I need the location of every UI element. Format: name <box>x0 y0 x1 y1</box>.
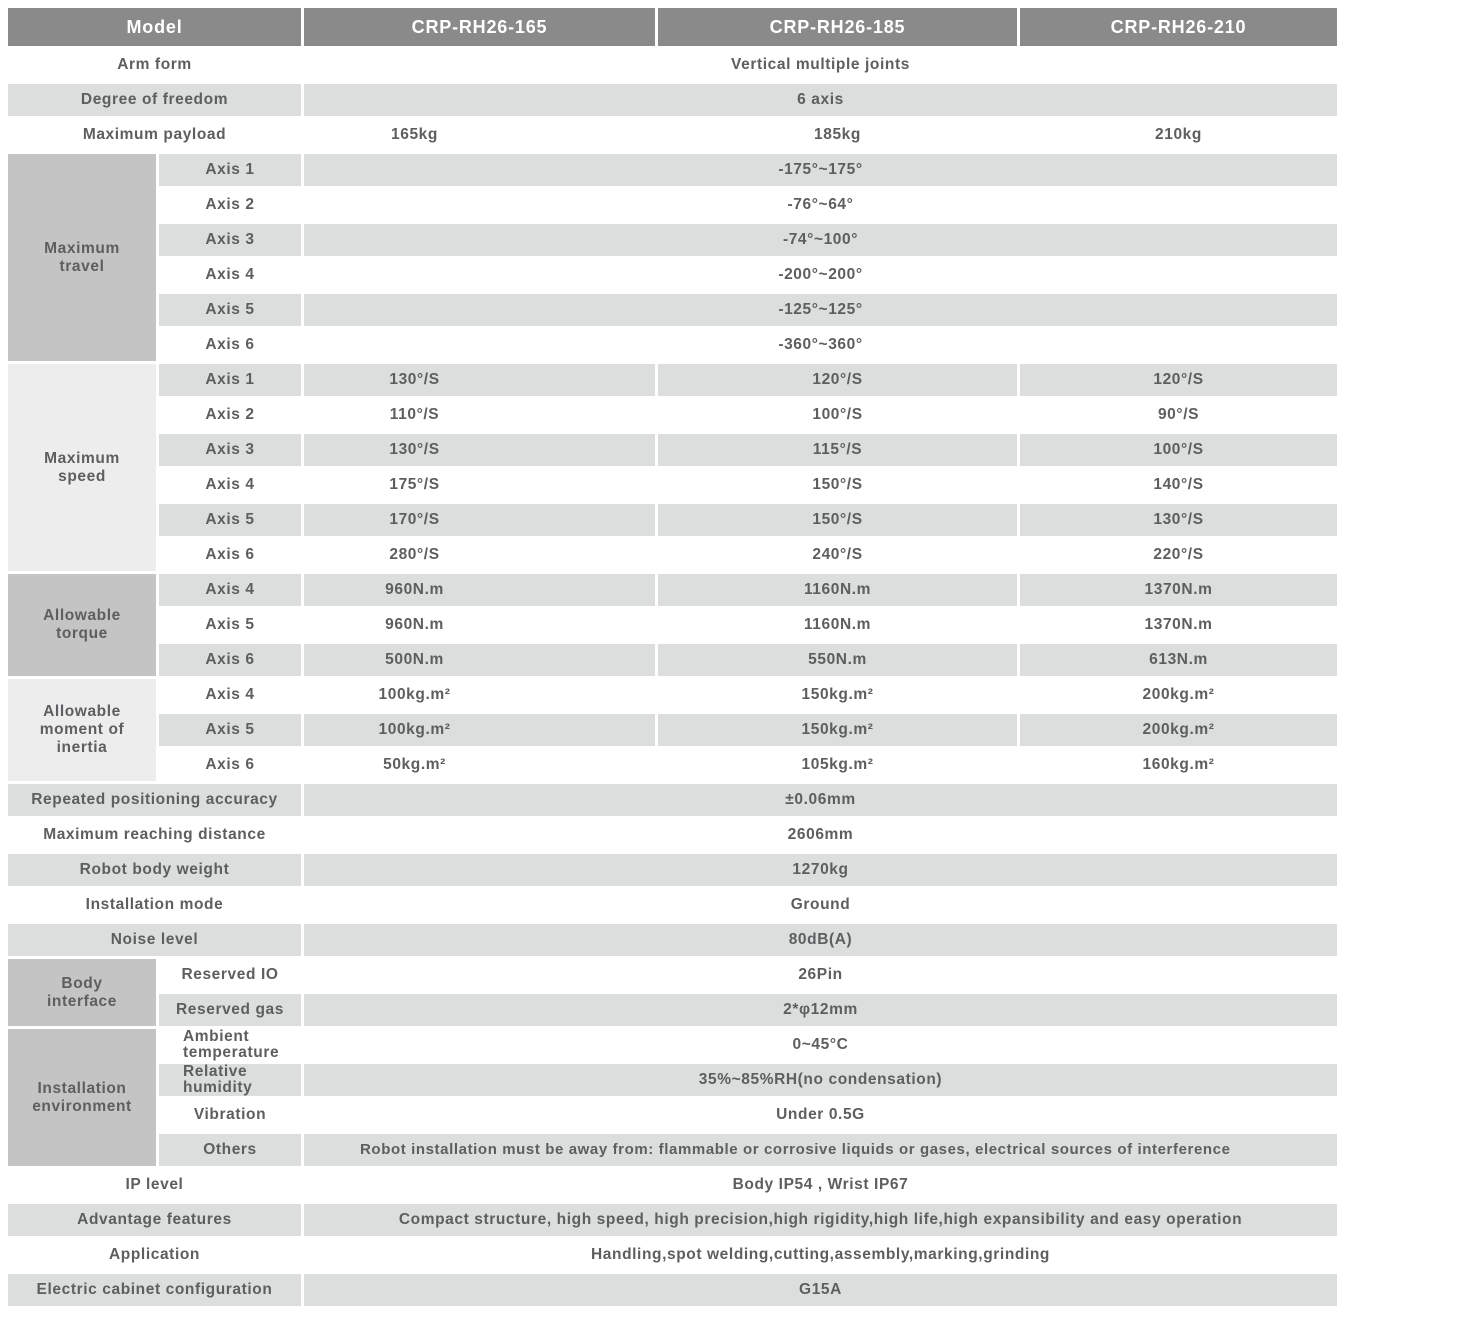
value-r16-col0: 960N.m <box>304 609 655 641</box>
value-r9-col2: 120°/S <box>1020 364 1337 396</box>
row-sublabel-axis-6-r17: Axis 6 <box>159 644 301 676</box>
value-r8-span: -360°~360° <box>304 329 1337 361</box>
row-sublabel-axis-1-r3: Axis 1 <box>159 154 301 186</box>
value-r18-col0: 100kg.m² <box>304 679 655 711</box>
row-label-repeated-positioning-accuracy: Repeated positioning accuracy <box>8 784 301 816</box>
row-sublabel-relative-humidity-r29: Relative humidity <box>159 1064 301 1096</box>
row-label-installation-mode: Installation mode <box>8 889 301 921</box>
value-r4-span: -76°~64° <box>304 189 1337 221</box>
value-r14-col2: 220°/S <box>1020 539 1337 571</box>
value-r33-span: Compact structure, high speed, high precision,high rigidity,high life,high expansibility and easy operation <box>304 1204 1337 1236</box>
value-r12-col0: 175°/S <box>304 469 655 501</box>
value-r19-col1: 150kg.m² <box>658 714 1017 746</box>
value-r6-span: -200°~200° <box>304 259 1337 291</box>
row-sublabel-axis-3-r5: Axis 3 <box>159 224 301 256</box>
value-r18-col2: 200kg.m² <box>1020 679 1337 711</box>
header-model-label: Model <box>8 8 301 46</box>
spec-table <box>8 8 1337 1306</box>
row-label-electric-cabinet-configuration: Electric cabinet configuration <box>8 1274 301 1306</box>
group-installation-environment: Installation environment <box>8 1029 156 1166</box>
value-r21-span: ±0.06mm <box>304 784 1337 816</box>
value-r15-col1: 1160N.m <box>658 574 1017 606</box>
value-r16-col2: 1370N.m <box>1020 609 1337 641</box>
value-r34-span: Handling,spot welding,cutting,assembly,marking,grinding <box>304 1239 1337 1271</box>
value-r3-span: -175°~175° <box>304 154 1337 186</box>
row-sublabel-axis-6-r8: Axis 6 <box>159 329 301 361</box>
row-sublabel-axis-4-r6: Axis 4 <box>159 259 301 291</box>
value-r14-col1: 240°/S <box>658 539 1017 571</box>
value-r13-col2: 130°/S <box>1020 504 1337 536</box>
group-allowable-torque: Allowable torque <box>8 574 156 676</box>
row-sublabel-vibration-r30: Vibration <box>159 1099 301 1131</box>
value-r19-col0: 100kg.m² <box>304 714 655 746</box>
value-r24-span: Ground <box>304 889 1337 921</box>
row-sublabel-axis-5-r7: Axis 5 <box>159 294 301 326</box>
row-sublabel-axis-4-r15: Axis 4 <box>159 574 301 606</box>
header-model-crp-rh26-210: CRP-RH26-210 <box>1020 8 1337 46</box>
row-sublabel-reserved-gas-r27: Reserved gas <box>159 994 301 1026</box>
row-sublabel-axis-2-r4: Axis 2 <box>159 189 301 221</box>
value-r26-span: 26Pin <box>304 959 1337 991</box>
row-sublabel-axis-3-r11: Axis 3 <box>159 434 301 466</box>
row-sublabel-axis-4-r18: Axis 4 <box>159 679 301 711</box>
row-label-ip-level: IP level <box>8 1169 301 1201</box>
value-r2-col0: 165kg <box>304 119 655 151</box>
value-r14-col0: 280°/S <box>304 539 655 571</box>
value-r22-span: 2606mm <box>304 819 1337 851</box>
row-label-maximum-payload: Maximum payload <box>8 119 301 151</box>
value-r29-span: 35%~85%RH(no condensation) <box>304 1064 1337 1096</box>
row-label-application: Application <box>8 1239 301 1271</box>
group-maximum-speed: Maximum speed <box>8 364 156 571</box>
value-r16-col1: 1160N.m <box>658 609 1017 641</box>
row-sublabel-ambient-temperature-r28: Ambient temperature <box>159 1029 301 1061</box>
row-sublabel-axis-5-r13: Axis 5 <box>159 504 301 536</box>
value-r10-col2: 90°/S <box>1020 399 1337 431</box>
value-r11-col2: 100°/S <box>1020 434 1337 466</box>
value-r28-span: 0~45°C <box>304 1029 1337 1061</box>
row-label-advantage-features: Advantage features <box>8 1204 301 1236</box>
value-r12-col1: 150°/S <box>658 469 1017 501</box>
row-sublabel-axis-1-r9: Axis 1 <box>159 364 301 396</box>
value-r9-col1: 120°/S <box>658 364 1017 396</box>
row-sublabel-axis-4-r12: Axis 4 <box>159 469 301 501</box>
group-allowable-moment-of-inertia: Allowable moment of inertia <box>8 679 156 781</box>
value-r1-span: 6 axis <box>304 84 1337 116</box>
row-sublabel-axis-6-r14: Axis 6 <box>159 539 301 571</box>
value-r18-col1: 150kg.m² <box>658 679 1017 711</box>
value-r12-col2: 140°/S <box>1020 469 1337 501</box>
value-r32-span: Body IP54 , Wrist IP67 <box>304 1169 1337 1201</box>
row-label-robot-body-weight: Robot body weight <box>8 854 301 886</box>
value-r10-col0: 110°/S <box>304 399 655 431</box>
value-r17-col1: 550N.m <box>658 644 1017 676</box>
header-model-crp-rh26-165: CRP-RH26-165 <box>304 8 655 46</box>
value-r20-col2: 160kg.m² <box>1020 749 1337 781</box>
value-r13-col0: 170°/S <box>304 504 655 536</box>
row-label-degree-of-freedom: Degree of freedom <box>8 84 301 116</box>
value-r30-span: Under 0.5G <box>304 1099 1337 1131</box>
value-r0-span: Vertical multiple joints <box>304 49 1337 81</box>
value-r2-col1: 185kg <box>658 119 1017 151</box>
value-r5-span: -74°~100° <box>304 224 1337 256</box>
group-maximum-travel: Maximum travel <box>8 154 156 361</box>
value-r9-col0: 130°/S <box>304 364 655 396</box>
row-sublabel-axis-5-r19: Axis 5 <box>159 714 301 746</box>
row-sublabel-axis-5-r16: Axis 5 <box>159 609 301 641</box>
group-body-interface: Body interface <box>8 959 156 1026</box>
row-label-maximum-reaching-distance: Maximum reaching distance <box>8 819 301 851</box>
value-r27-span: 2*φ12mm <box>304 994 1337 1026</box>
row-sublabel-others-r31: Others <box>159 1134 301 1166</box>
value-r23-span: 1270kg <box>304 854 1337 886</box>
value-r2-col2: 210kg <box>1020 119 1337 151</box>
row-label-arm-form: Arm form <box>8 49 301 81</box>
row-sublabel-reserved-io-r26: Reserved IO <box>159 959 301 991</box>
row-sublabel-axis-2-r10: Axis 2 <box>159 399 301 431</box>
value-r35-span: G15A <box>304 1274 1337 1306</box>
value-r17-col2: 613N.m <box>1020 644 1337 676</box>
header-model-crp-rh26-185: CRP-RH26-185 <box>658 8 1017 46</box>
value-r25-span: 80dB(A) <box>304 924 1337 956</box>
value-r19-col2: 200kg.m² <box>1020 714 1337 746</box>
value-r20-col1: 105kg.m² <box>658 749 1017 781</box>
value-r15-col0: 960N.m <box>304 574 655 606</box>
value-r11-col1: 115°/S <box>658 434 1017 466</box>
row-sublabel-axis-6-r20: Axis 6 <box>159 749 301 781</box>
value-r10-col1: 100°/S <box>658 399 1017 431</box>
value-r15-col2: 1370N.m <box>1020 574 1337 606</box>
value-r31-span: Robot installation must be away from: flammable or corrosive liquids or gases, electrical sources of interference <box>304 1134 1337 1166</box>
value-r17-col0: 500N.m <box>304 644 655 676</box>
value-r7-span: -125°~125° <box>304 294 1337 326</box>
row-label-noise-level: Noise level <box>8 924 301 956</box>
value-r20-col0: 50kg.m² <box>304 749 655 781</box>
value-r11-col0: 130°/S <box>304 434 655 466</box>
value-r13-col1: 150°/S <box>658 504 1017 536</box>
